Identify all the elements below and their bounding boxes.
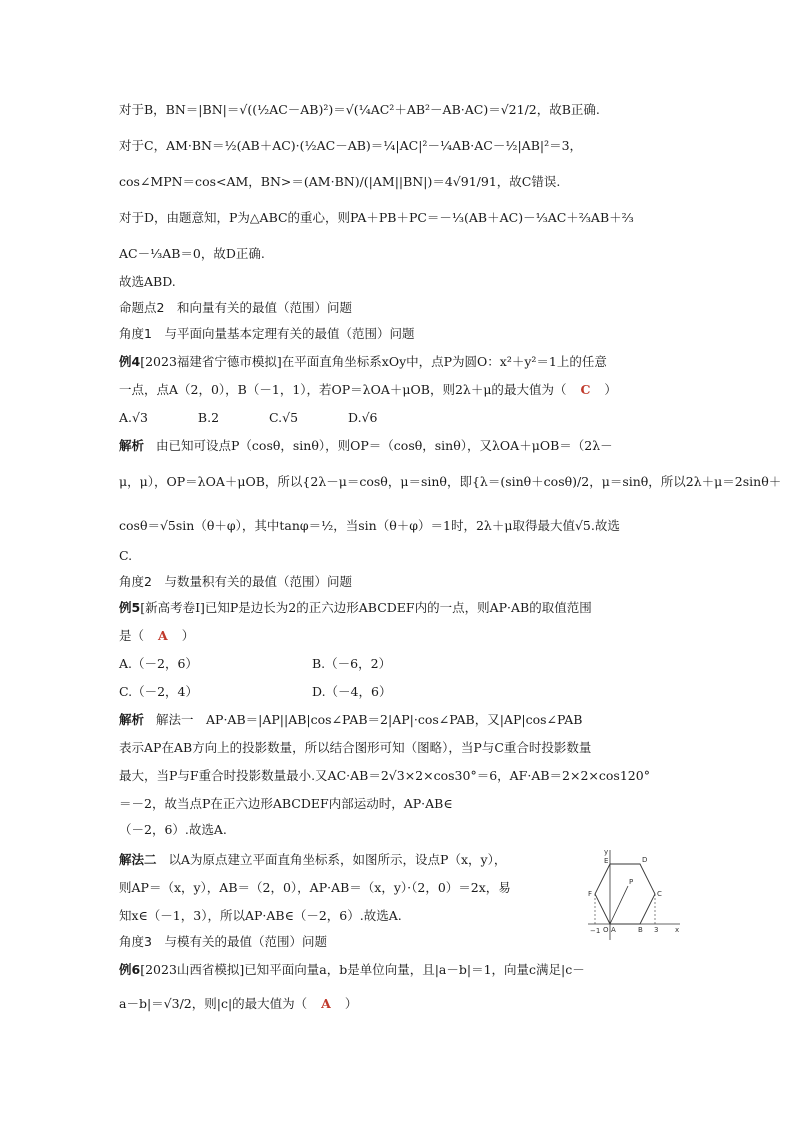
method-2-line1 bbox=[119, 850, 506, 870]
example-6-text: [2023山西省模拟]已知平面向量a，b是单位向量，且|a－b|＝1，向量c满足|c－ bbox=[140, 962, 585, 977]
example-5-line1 bbox=[119, 598, 592, 618]
example-4-label: 例4 bbox=[119, 354, 141, 369]
example-5-line2 bbox=[119, 626, 194, 646]
label-d: D bbox=[642, 856, 648, 864]
example-6-question: a－b|＝√3/2，则|c|的最大值为（ bbox=[119, 996, 308, 1011]
analysis-5-line3: 最大，当P与F重合时投影数量最小.又AC·AB＝2√3×2×cos30°＝6，AF·AB＝2×2×cos120° bbox=[119, 768, 650, 783]
example-4-answer: C bbox=[580, 382, 591, 397]
analysis-5-line2: 表示AP在AB方向上的投影数量，所以结合图形可知（图略），当P与C重合时投影数量 bbox=[119, 740, 592, 755]
example-6-close-paren: ） bbox=[344, 996, 358, 1011]
example-5-question: 是（ bbox=[119, 628, 145, 643]
angle-heading-1: 角度1 与平面向量基本定理有关的最值（范围）问题 bbox=[119, 326, 415, 341]
example-6-label: 例6 bbox=[119, 962, 141, 977]
example-5-text: [新高考卷Ⅰ]已知P是边长为2的正六边形ABCDEF内的一点，则AP·AB的取值范围 bbox=[140, 600, 592, 615]
analysis-4-line2: μ，μ），OP＝λOA＋μOB，所以{2λ－μ＝cosθ，μ＝sinθ，即{λ＝(sinθ＋cosθ)/2，μ＝sinθ，所以2λ＋μ＝2sinθ＋ bbox=[119, 474, 782, 489]
analysis-5-line4: ＝－2，故当点P在正六边形ABCDEF内部运动时，AP·AB∈ bbox=[119, 796, 453, 811]
label-a: A bbox=[611, 926, 616, 934]
method-2-line3: 知x∈（－1，3），所以AP·AB∈（－2，6）.故选A. bbox=[119, 908, 402, 923]
label-f: F bbox=[588, 890, 593, 898]
label-e: E bbox=[604, 857, 609, 865]
analysis-5-line5: （－2，6）.故选A. bbox=[119, 822, 227, 837]
method-2-label: 解法二 bbox=[119, 852, 157, 867]
angle-heading-2: 角度2 与数量积有关的最值（范围）问题 bbox=[119, 574, 352, 589]
line-choose: 故选ABD. bbox=[119, 274, 176, 289]
label-x: x bbox=[675, 926, 680, 934]
label-o: O bbox=[603, 926, 609, 934]
analysis-4-line4: C. bbox=[119, 548, 133, 563]
example-6-line2 bbox=[119, 994, 357, 1014]
method-2-text: 以A为原点建立平面直角坐标系，如图所示，设点P（x，y）， bbox=[168, 852, 507, 867]
label-minus-one: −1 bbox=[590, 927, 601, 935]
example-4-question: 一点，点A（2，0），B（－1，1），若OP＝λOA＋μOB，则2λ＋μ的最大值为（ bbox=[119, 382, 567, 397]
analysis-4-text: 由已知可设点P（cosθ，sinθ），则OP＝（cosθ，sinθ），又λOA＋μOB＝（2λ－ bbox=[156, 438, 613, 453]
analysis-5-text: 解法一 AP·AB＝|AP||AB|cos∠PAB＝2|AP|·cos∠PAB，又|AP|cos∠PAB bbox=[156, 712, 583, 727]
option-c: C.（－2，4） bbox=[119, 684, 198, 699]
hexagon-figure bbox=[584, 846, 684, 942]
label-three: 3 bbox=[654, 926, 659, 934]
hexagon-diagram bbox=[584, 846, 684, 942]
example-4-options: A.√3 B.2 C.√5 D.√6 bbox=[119, 410, 378, 425]
line-b: 对于B，BN＝|BN|＝√((½AC－AB)²)＝√(¼AC²＋AB²－AB·AC)＝√21/2，故B正确. bbox=[119, 102, 600, 117]
analysis-4-line1 bbox=[119, 436, 613, 456]
line-d2: AC－⅓AB＝0，故D正确. bbox=[119, 246, 265, 261]
analysis-4-line3: cosθ＝√5sin（θ＋φ），其中tanφ＝½，当sin（θ＋φ）＝1时，2λ＋μ取得最大值√5.故选 bbox=[119, 518, 620, 533]
line-c2: cos∠MPN＝cos<AM，BN>＝(AM·BN)/(|AM||BN|)＝4√91/91，故C错误. bbox=[119, 174, 561, 189]
example-6-answer: A bbox=[321, 996, 331, 1011]
example-4-text: [2023福建省宁德市模拟]在平面直角坐标系xOy中，点P为圆O：x²＋y²＝1上的任意 bbox=[140, 354, 607, 369]
hexagon bbox=[595, 864, 655, 924]
section-heading-2: 命题点2 和向量有关的最值（范围）问题 bbox=[119, 300, 352, 315]
example-5-label: 例5 bbox=[119, 600, 141, 615]
example-5-close-paren: ） bbox=[181, 628, 195, 643]
analysis-5-line1 bbox=[119, 710, 582, 730]
analysis-label-5: 解析 bbox=[119, 712, 145, 727]
line-d1: 对于D，由题意知，P为△ABC的重心，则PA＋PB＋PC＝－⅓(AB＋AC)－⅓AC＋⅔AB＋⅔ bbox=[119, 210, 634, 225]
example-6-line1 bbox=[119, 960, 585, 980]
label-c: C bbox=[657, 890, 662, 898]
analysis-label: 解析 bbox=[119, 438, 145, 453]
method-2-line2: 则AP＝（x，y），AB＝（2，0），AP·AB＝（x，y）·（2，0）＝2x，易 bbox=[119, 880, 511, 895]
option-b: B.（－6，2） bbox=[312, 656, 392, 671]
option-d: D.（－4，6） bbox=[312, 684, 392, 699]
example-5-answer: A bbox=[158, 628, 168, 643]
example-4-line1 bbox=[119, 352, 607, 372]
vector-ap bbox=[610, 886, 628, 924]
label-b: B bbox=[638, 926, 643, 934]
example-4-close-paren: ） bbox=[604, 382, 617, 397]
line-c1: 对于C，AM·BN＝½(AB＋AC)·(½AC－AB)＝¼|AC|²－¼AB·AC－½|AB|²＝3， bbox=[119, 138, 583, 153]
label-y: y bbox=[604, 848, 609, 856]
label-p: P bbox=[629, 878, 634, 886]
angle-heading-3: 角度3 与模有关的最值（范围）问题 bbox=[119, 934, 327, 949]
example-4-line2 bbox=[119, 380, 617, 400]
option-a: A.（－2，6） bbox=[119, 656, 198, 671]
